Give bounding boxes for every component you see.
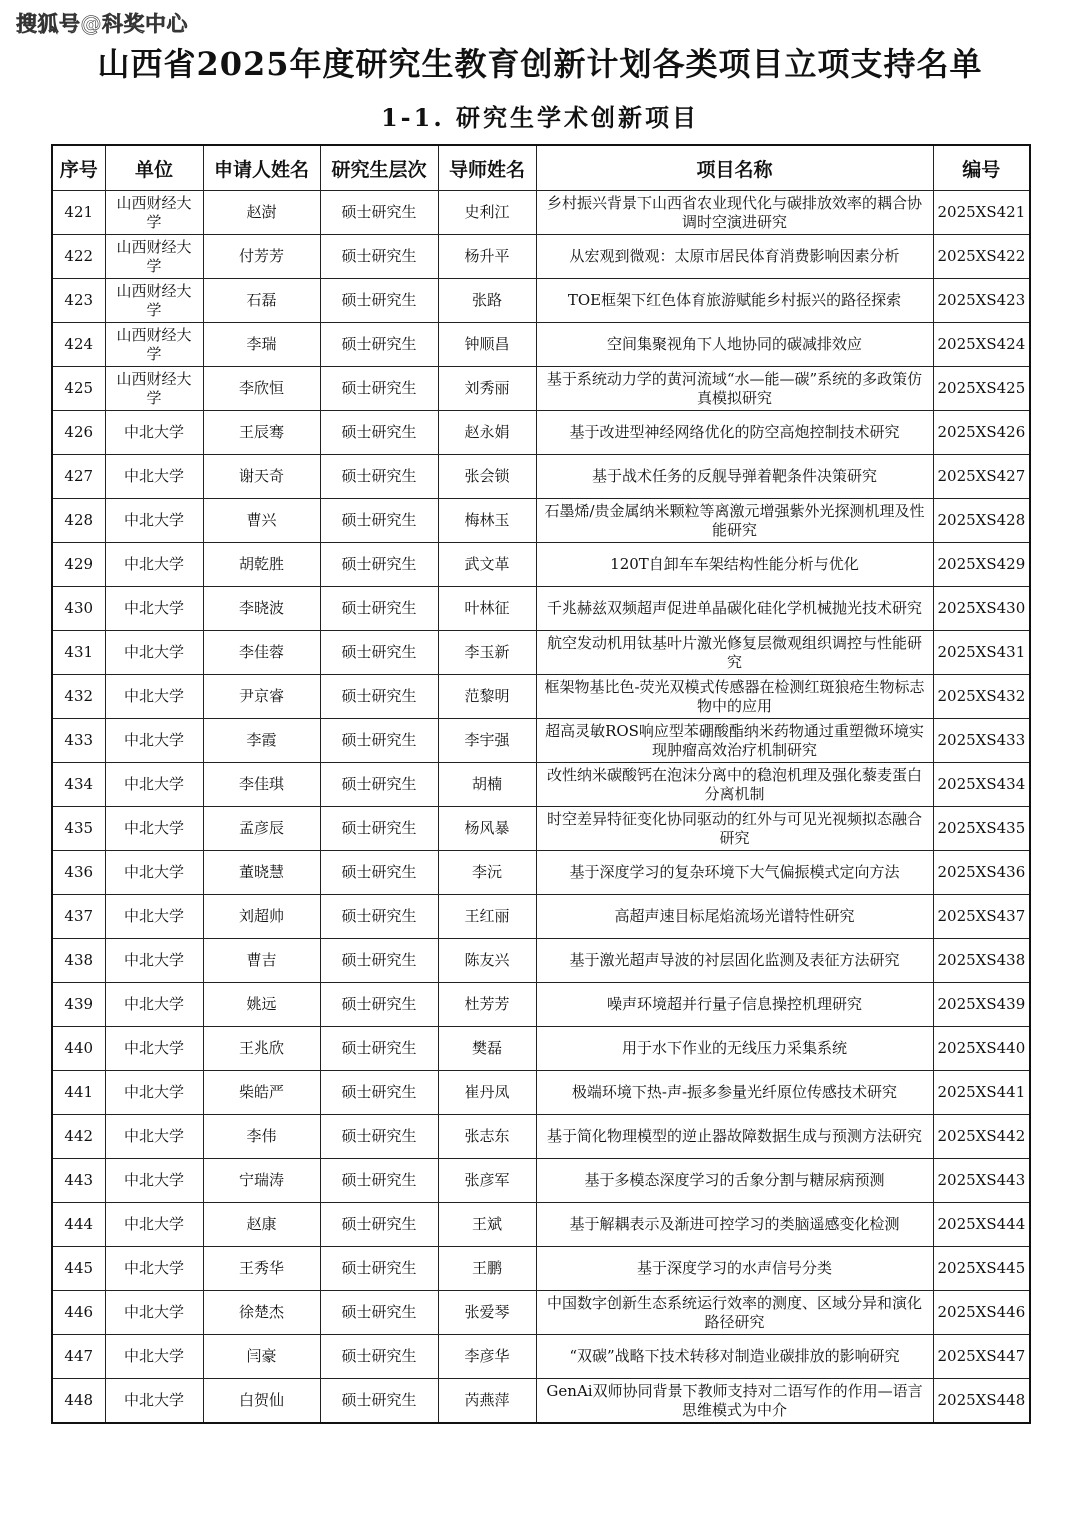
section-subtitle: 1-1. 研究生学术创新项目: [380, 103, 700, 132]
row-serial: 427: [52, 455, 105, 499]
row-project-title: 基于多模态深度学习的舌象分割与糖尿病预测: [536, 1159, 933, 1203]
row-serial: 447: [52, 1335, 105, 1379]
row-applicant: 王辰骞: [203, 411, 320, 455]
row-code: 2025XS423: [933, 279, 1030, 323]
header-level: 研究生层次: [320, 145, 438, 191]
row-code: 2025XS425: [933, 367, 1030, 411]
row-project-title: 120T自卸车车架结构性能分析与优化: [536, 543, 933, 587]
header-code: 编号: [933, 145, 1030, 191]
table-row: [52, 191, 1030, 235]
row-unit: 中北大学: [105, 1203, 203, 1247]
row-advisor: 钟顺昌: [438, 323, 536, 367]
row-serial: 428: [52, 499, 105, 543]
row-unit: 中北大学: [105, 807, 203, 851]
row-level: 硕士研究生: [320, 1115, 438, 1159]
row-code: 2025XS440: [933, 1027, 1030, 1071]
row-code: 2025XS445: [933, 1247, 1030, 1291]
row-advisor: 李沅: [438, 851, 536, 895]
row-applicant: 石磊: [203, 279, 320, 323]
table-row: [52, 455, 1030, 499]
row-code: 2025XS422: [933, 235, 1030, 279]
row-code: 2025XS443: [933, 1159, 1030, 1203]
row-code: 2025XS436: [933, 851, 1030, 895]
table-row: [52, 1115, 1030, 1159]
row-unit: 中北大学: [105, 1159, 203, 1203]
table-row: [52, 1159, 1030, 1203]
table-row: [52, 1203, 1030, 1247]
row-serial: 433: [52, 719, 105, 763]
row-advisor: 杨升平: [438, 235, 536, 279]
table-header-row: [52, 145, 1030, 191]
row-unit: 中北大学: [105, 455, 203, 499]
table-row: [52, 367, 1030, 411]
row-applicant: 赵康: [203, 1203, 320, 1247]
row-applicant: 李佳琪: [203, 763, 320, 807]
row-advisor: 张志东: [438, 1115, 536, 1159]
row-level: 硕士研究生: [320, 939, 438, 983]
row-project-title: 中国数字创新生态系统运行效率的测度、区域分异和演化路径研究: [536, 1291, 933, 1335]
row-applicant: 柴皓严: [203, 1071, 320, 1115]
row-project-title: 基于深度学习的水声信号分类: [536, 1247, 933, 1291]
row-code: 2025XS428: [933, 499, 1030, 543]
row-applicant: 尹京睿: [203, 675, 320, 719]
row-serial: 425: [52, 367, 105, 411]
row-advisor: 胡楠: [438, 763, 536, 807]
row-level: 硕士研究生: [320, 1379, 438, 1424]
row-applicant: 曹兴: [203, 499, 320, 543]
row-applicant: 李瑞: [203, 323, 320, 367]
row-unit: 中北大学: [105, 1115, 203, 1159]
row-advisor: 李宇强: [438, 719, 536, 763]
row-advisor: 武文革: [438, 543, 536, 587]
row-serial: 434: [52, 763, 105, 807]
row-unit: 中北大学: [105, 851, 203, 895]
row-unit: 中北大学: [105, 1027, 203, 1071]
row-advisor: 王鹏: [438, 1247, 536, 1291]
row-applicant: 王兆欣: [203, 1027, 320, 1071]
row-advisor: 王斌: [438, 1203, 536, 1247]
row-serial: 429: [52, 543, 105, 587]
row-serial: 439: [52, 983, 105, 1027]
row-advisor: 杨风暴: [438, 807, 536, 851]
row-project-title: 框架物基比色-荧光双模式传感器在检测红斑狼疮生物标志物中的应用: [536, 675, 933, 719]
table-row: [52, 1071, 1030, 1115]
table-row: [52, 675, 1030, 719]
row-level: 硕士研究生: [320, 983, 438, 1027]
row-applicant: 董晓慧: [203, 851, 320, 895]
row-project-title: 超高灵敏ROS响应型苯硼酸酯纳米药物通过重塑微环境实现肿瘤高效治疗机制研究: [536, 719, 933, 763]
header-project: 项目名称: [536, 145, 933, 191]
row-unit: 山西财经大学: [105, 367, 203, 411]
row-applicant: 白贺仙: [203, 1379, 320, 1424]
row-applicant: 姚远: [203, 983, 320, 1027]
row-code: 2025XS439: [933, 983, 1030, 1027]
row-serial: 441: [52, 1071, 105, 1115]
row-level: 硕士研究生: [320, 235, 438, 279]
row-advisor: 范黎明: [438, 675, 536, 719]
row-applicant: 付芳芳: [203, 235, 320, 279]
row-code: 2025XS448: [933, 1379, 1030, 1424]
row-unit: 中北大学: [105, 631, 203, 675]
row-advisor: 崔丹凤: [438, 1071, 536, 1115]
row-serial: 426: [52, 411, 105, 455]
row-serial: 423: [52, 279, 105, 323]
row-unit: 中北大学: [105, 675, 203, 719]
row-code: 2025XS441: [933, 1071, 1030, 1115]
row-code: 2025XS437: [933, 895, 1030, 939]
row-project-title: “双碳”战略下技术转移对制造业碳排放的影响研究: [536, 1335, 933, 1379]
table-row: [52, 719, 1030, 763]
row-serial: 444: [52, 1203, 105, 1247]
row-unit: 山西财经大学: [105, 323, 203, 367]
row-unit: 中北大学: [105, 543, 203, 587]
table-row: [52, 1379, 1030, 1424]
row-code: 2025XS432: [933, 675, 1030, 719]
row-level: 硕士研究生: [320, 1027, 438, 1071]
row-serial: 435: [52, 807, 105, 851]
table-row: [52, 1027, 1030, 1071]
row-applicant: 宁瑞涛: [203, 1159, 320, 1203]
row-level: 硕士研究生: [320, 543, 438, 587]
row-project-title: 空间集聚视角下人地协同的碳减排效应: [536, 323, 933, 367]
row-code: 2025XS426: [933, 411, 1030, 455]
row-unit: 中北大学: [105, 411, 203, 455]
row-level: 硕士研究生: [320, 1247, 438, 1291]
row-project-title: 基于改进型神经网络优化的防空高炮控制技术研究: [536, 411, 933, 455]
row-advisor: 梅林玉: [438, 499, 536, 543]
row-unit: 中北大学: [105, 1379, 203, 1424]
row-serial: 431: [52, 631, 105, 675]
row-unit: 中北大学: [105, 1247, 203, 1291]
row-serial: 446: [52, 1291, 105, 1335]
row-project-title: GenAi双师协同背景下教师支持对二语写作的作用—语言思维模式为中介: [536, 1379, 933, 1424]
row-project-title: 时空差异特征变化协同驱动的红外与可见光视频拟态融合研究: [536, 807, 933, 851]
row-level: 硕士研究生: [320, 1071, 438, 1115]
table-row: [52, 895, 1030, 939]
row-advisor: 张路: [438, 279, 536, 323]
row-level: 硕士研究生: [320, 763, 438, 807]
row-advisor: 史利江: [438, 191, 536, 235]
row-applicant: 李佳蓉: [203, 631, 320, 675]
row-level: 硕士研究生: [320, 807, 438, 851]
document-title: 山西省2025年度研究生教育创新计划各类项目立项支持名单: [97, 45, 983, 83]
row-serial: 436: [52, 851, 105, 895]
row-advisor: 王红丽: [438, 895, 536, 939]
row-serial: 430: [52, 587, 105, 631]
table-row: [52, 235, 1030, 279]
table-row: [52, 939, 1030, 983]
watermark-text: 搜狐号@科奖中心: [16, 12, 188, 36]
row-advisor: 李彦华: [438, 1335, 536, 1379]
row-level: 硕士研究生: [320, 719, 438, 763]
row-project-title: 基于战术任务的反舰导弹着靶条件决策研究: [536, 455, 933, 499]
row-unit: 山西财经大学: [105, 235, 203, 279]
row-applicant: 胡乾胜: [203, 543, 320, 587]
row-level: 硕士研究生: [320, 631, 438, 675]
row-project-title: 用于水下作业的无线压力采集系统: [536, 1027, 933, 1071]
row-level: 硕士研究生: [320, 895, 438, 939]
row-code: 2025XS421: [933, 191, 1030, 235]
row-project-title: 噪声环境超并行量子信息操控机理研究: [536, 983, 933, 1027]
table-row: [52, 1291, 1030, 1335]
row-unit: 中北大学: [105, 983, 203, 1027]
row-advisor: 张爱琴: [438, 1291, 536, 1335]
row-serial: 432: [52, 675, 105, 719]
table-row: [52, 851, 1030, 895]
row-project-title: 航空发动机用钛基叶片激光修复层微观组织调控与性能研究: [536, 631, 933, 675]
row-serial: 440: [52, 1027, 105, 1071]
row-unit: 中北大学: [105, 1071, 203, 1115]
row-advisor: 陈友兴: [438, 939, 536, 983]
row-serial: 424: [52, 323, 105, 367]
row-advisor: 芮燕萍: [438, 1379, 536, 1424]
row-applicant: 李欣恒: [203, 367, 320, 411]
row-code: 2025XS424: [933, 323, 1030, 367]
row-level: 硕士研究生: [320, 279, 438, 323]
row-unit: 中北大学: [105, 763, 203, 807]
row-advisor: 樊磊: [438, 1027, 536, 1071]
row-applicant: 李霞: [203, 719, 320, 763]
row-unit: 中北大学: [105, 719, 203, 763]
row-unit: 中北大学: [105, 1335, 203, 1379]
header-unit: 单位: [105, 145, 203, 191]
row-unit: 中北大学: [105, 587, 203, 631]
row-unit: 中北大学: [105, 895, 203, 939]
row-serial: 422: [52, 235, 105, 279]
row-advisor: 叶林征: [438, 587, 536, 631]
row-project-title: 基于深度学习的复杂环境下大气偏振模式定向方法: [536, 851, 933, 895]
row-advisor: 张会锁: [438, 455, 536, 499]
row-applicant: 李晓波: [203, 587, 320, 631]
row-serial: 448: [52, 1379, 105, 1424]
row-serial: 438: [52, 939, 105, 983]
row-project-title: 乡村振兴背景下山西省农业现代化与碳排放效率的耦合协调时空演进研究: [536, 191, 933, 235]
row-code: 2025XS434: [933, 763, 1030, 807]
project-table: [51, 144, 1031, 1424]
header-applicant: 申请人姓名: [203, 145, 320, 191]
row-unit: 山西财经大学: [105, 279, 203, 323]
table-row: [52, 631, 1030, 675]
row-code: 2025XS427: [933, 455, 1030, 499]
row-unit: 中北大学: [105, 1291, 203, 1335]
row-applicant: 孟彦辰: [203, 807, 320, 851]
table-row: [52, 1247, 1030, 1291]
row-project-title: 极端环境下热-声-振多参量光纤原位传感技术研究: [536, 1071, 933, 1115]
row-applicant: 徐楚杰: [203, 1291, 320, 1335]
row-code: 2025XS447: [933, 1335, 1030, 1379]
row-level: 硕士研究生: [320, 411, 438, 455]
row-level: 硕士研究生: [320, 191, 438, 235]
table-row: [52, 411, 1030, 455]
row-applicant: 闫豪: [203, 1335, 320, 1379]
row-advisor: 李玉新: [438, 631, 536, 675]
row-serial: 421: [52, 191, 105, 235]
row-applicant: 赵澍: [203, 191, 320, 235]
table-row: [52, 763, 1030, 807]
row-project-title: 高超声速目标尾焰流场光谱特性研究: [536, 895, 933, 939]
row-level: 硕士研究生: [320, 851, 438, 895]
row-level: 硕士研究生: [320, 1159, 438, 1203]
row-code: 2025XS435: [933, 807, 1030, 851]
row-code: 2025XS446: [933, 1291, 1030, 1335]
row-level: 硕士研究生: [320, 1335, 438, 1379]
row-project-title: 基于解耦表示及渐进可控学习的类脑遥感变化检测: [536, 1203, 933, 1247]
row-applicant: 曹吉: [203, 939, 320, 983]
row-code: 2025XS442: [933, 1115, 1030, 1159]
row-level: 硕士研究生: [320, 455, 438, 499]
row-project-title: 改性纳米碳酸钙在泡沫分离中的稳泡机理及强化藜麦蛋白分离机制: [536, 763, 933, 807]
table-row: [52, 279, 1030, 323]
row-serial: 442: [52, 1115, 105, 1159]
row-code: 2025XS431: [933, 631, 1030, 675]
row-level: 硕士研究生: [320, 675, 438, 719]
row-advisor: 杜芳芳: [438, 983, 536, 1027]
row-unit: 中北大学: [105, 499, 203, 543]
row-unit: 山西财经大学: [105, 191, 203, 235]
row-level: 硕士研究生: [320, 587, 438, 631]
row-project-title: 基于激光超声导波的衬层固化监测及表征方法研究: [536, 939, 933, 983]
row-code: 2025XS438: [933, 939, 1030, 983]
table-row: [52, 807, 1030, 851]
row-project-title: 石墨烯/贵金属纳米颗粒等离激元增强紫外光探测机理及性能研究: [536, 499, 933, 543]
row-project-title: TOE框架下红色体育旅游赋能乡村振兴的路径探索: [536, 279, 933, 323]
row-level: 硕士研究生: [320, 1291, 438, 1335]
header-serial: 序号: [52, 145, 105, 191]
row-level: 硕士研究生: [320, 367, 438, 411]
row-applicant: 王秀华: [203, 1247, 320, 1291]
row-applicant: 谢天奇: [203, 455, 320, 499]
row-project-title: 千兆赫兹双频超声促进单晶碳化硅化学机械抛光技术研究: [536, 587, 933, 631]
row-serial: 443: [52, 1159, 105, 1203]
row-level: 硕士研究生: [320, 1203, 438, 1247]
row-applicant: 刘超帅: [203, 895, 320, 939]
table-row: [52, 323, 1030, 367]
row-advisor: 张彦军: [438, 1159, 536, 1203]
row-level: 硕士研究生: [320, 323, 438, 367]
table-row: [52, 1335, 1030, 1379]
row-code: 2025XS430: [933, 587, 1030, 631]
row-project-title: 从宏观到微观：太原市居民体育消费影响因素分析: [536, 235, 933, 279]
header-advisor: 导师姓名: [438, 145, 536, 191]
table-row: [52, 587, 1030, 631]
row-level: 硕士研究生: [320, 499, 438, 543]
row-advisor: 刘秀丽: [438, 367, 536, 411]
row-serial: 445: [52, 1247, 105, 1291]
table-row: [52, 983, 1030, 1027]
row-applicant: 李伟: [203, 1115, 320, 1159]
row-advisor: 赵永娟: [438, 411, 536, 455]
row-project-title: 基于系统动力学的黄河流域“水—能—碳”系统的多政策仿真模拟研究: [536, 367, 933, 411]
row-project-title: 基于简化物理模型的逆止器故障数据生成与预测方法研究: [536, 1115, 933, 1159]
row-unit: 中北大学: [105, 939, 203, 983]
table-row: [52, 499, 1030, 543]
row-code: 2025XS429: [933, 543, 1030, 587]
row-code: 2025XS444: [933, 1203, 1030, 1247]
row-code: 2025XS433: [933, 719, 1030, 763]
table-row: [52, 543, 1030, 587]
row-serial: 437: [52, 895, 105, 939]
